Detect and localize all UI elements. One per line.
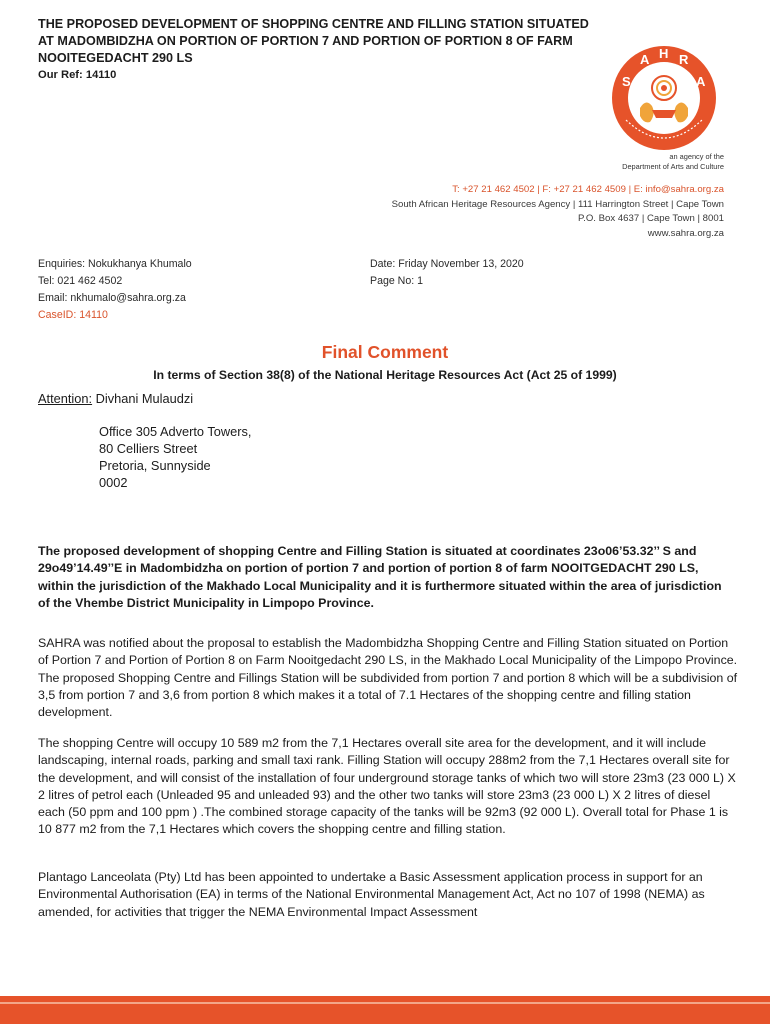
agency-line-1: an agency of the: [669, 152, 724, 161]
address-line: Pretoria, Sunnyside: [99, 458, 211, 473]
attention-line: [38, 391, 193, 406]
document-title: THE PROPOSED DEVELOPMENT OF SHOPPING CENTRE AND FILLING STATION SITUATED AT MADOMBIDZHA ON PORTION OF PORTION 7 AND PORTION OF PORTION 8 OF FARM NOOITEGEDACHT 290 LS: [38, 17, 589, 65]
attention-name: Divhani Mulaudzi: [92, 391, 194, 406]
contact-block: [340, 183, 724, 241]
address-line: Office 305 Adverto Towers,: [99, 424, 252, 439]
enquiries-block: [38, 256, 192, 324]
body-paragraph-1: SAHRA was notified about the proposal to establish the Madombidzha Shopping Centre and Filling Station situated on Portion of Portion 7 and Portion of Portion 8 on Farm Nooitgedacht 290 LS, in the Makhado Local Municipality of the Limpopo Province. The proposed Shopping Centre and Fillings Station will be subdivided from portion 7 and portion 8 which will be a subdivision of 3,5 from portion 7 and 3,6 from portion 8 which makes it a total of 7.1 Hectares of the shopping centre and filling station development.: [38, 636, 738, 720]
sahra-logo: [596, 44, 732, 152]
enquiries-tel: Tel: 021 462 4502: [38, 275, 123, 287]
contact-address-1: South African Heritage Resources Agency | 111 Harrington Street | Cape Town: [391, 198, 724, 210]
address-line: 80 Celliers Street: [99, 441, 198, 456]
page-number: Page No: 1: [370, 275, 424, 287]
bold-intro-paragraph: The proposed development of shopping Centre and Filling Station is situated at coordinates 23o06’53.32’’ S and 29o49’14.49’’E in Madombidzha on portion of portion 7 and portion of portion 8 of farm NOOITGEDACHT 290 LS, within the jurisdiction of the Makhado Local Municipality and it is furthermore situated within the area of jurisdiction of the Vhembe District Municipality in Limpopo Province.: [38, 544, 722, 610]
logo-letter-s: S: [622, 74, 631, 89]
logo-letter-a2: A: [696, 74, 706, 89]
logo-letter-h: H: [659, 46, 669, 61]
body-paragraph-2: The shopping Centre will occupy 10 589 m2 from the 7,1 Hectares overall site area for the development, and it will include landscaping, internal roads, parking and small taxi rank. Filling Station will occupy 288m2 from the 7,1 Hectares overall site for the development, and will consist of the installation of four underground storage tanks of which two will store 23m3 (23 000 L) X 2 litres of petrol each (Unleaded 95 and unleaded 93) and the other two tanks will store 23m3 (23 000 L) X 2 litres of diesel each (50 ppm and 100 ppm ) .The combined storage capacity of the tanks will be 92m3 (92 000 L). Overall total for Phase 1 is 10 877 m2 from the 7,1 Hectares which covers the shopping centre and filling station.: [38, 736, 736, 837]
final-comment-heading: Final Comment: [321, 342, 449, 362]
footer-stripe: [0, 1002, 770, 1004]
footer-bar: [0, 996, 770, 1024]
logo-letter-r: R: [679, 52, 689, 67]
address-line: 0002: [99, 475, 128, 490]
sahra-logo-icon: [596, 44, 732, 152]
contact-website[interactable]: www.sahra.org.za: [647, 227, 724, 239]
our-ref: Our Ref: 14110: [38, 69, 117, 81]
body-paragraph-3: Plantago Lanceolata (Pty) Ltd has been appointed to undertake a Basic Assessment application process in support for an Environmental Authorisation (EA) in terms of the National Environmental Management Act, Act no 107 of 1998 (NEMA) as amended, for activities that trigger the NEMA Environmental Impact Assessment: [38, 870, 705, 919]
terms-subheading: In terms of Section 38(8) of the National Heritage Resources Act (Act 25 of 1999): [153, 368, 617, 382]
logo-letter-a1: A: [640, 52, 650, 67]
meta-block: [370, 256, 524, 290]
agency-line: [560, 152, 724, 172]
case-id: CaseID: 14110: [38, 309, 108, 321]
enquiries-email[interactable]: Email: nkhumalo@sahra.org.za: [38, 292, 186, 304]
enquiries-name: Enquiries: Nokukhanya Khumalo: [38, 258, 192, 270]
recipient-address: [99, 423, 251, 491]
date-line: Date: Friday November 13, 2020: [370, 258, 524, 270]
agency-line-2: Department of Arts and Culture: [622, 162, 724, 171]
attention-label: Attention:: [38, 391, 93, 406]
contact-phone-fax-email: T: +27 21 462 4502 | F: +27 21 462 4509 | E: info@sahra.org.za: [452, 184, 724, 195]
contact-address-2: P.O. Box 4637 | Cape Town | 8001: [578, 213, 724, 225]
